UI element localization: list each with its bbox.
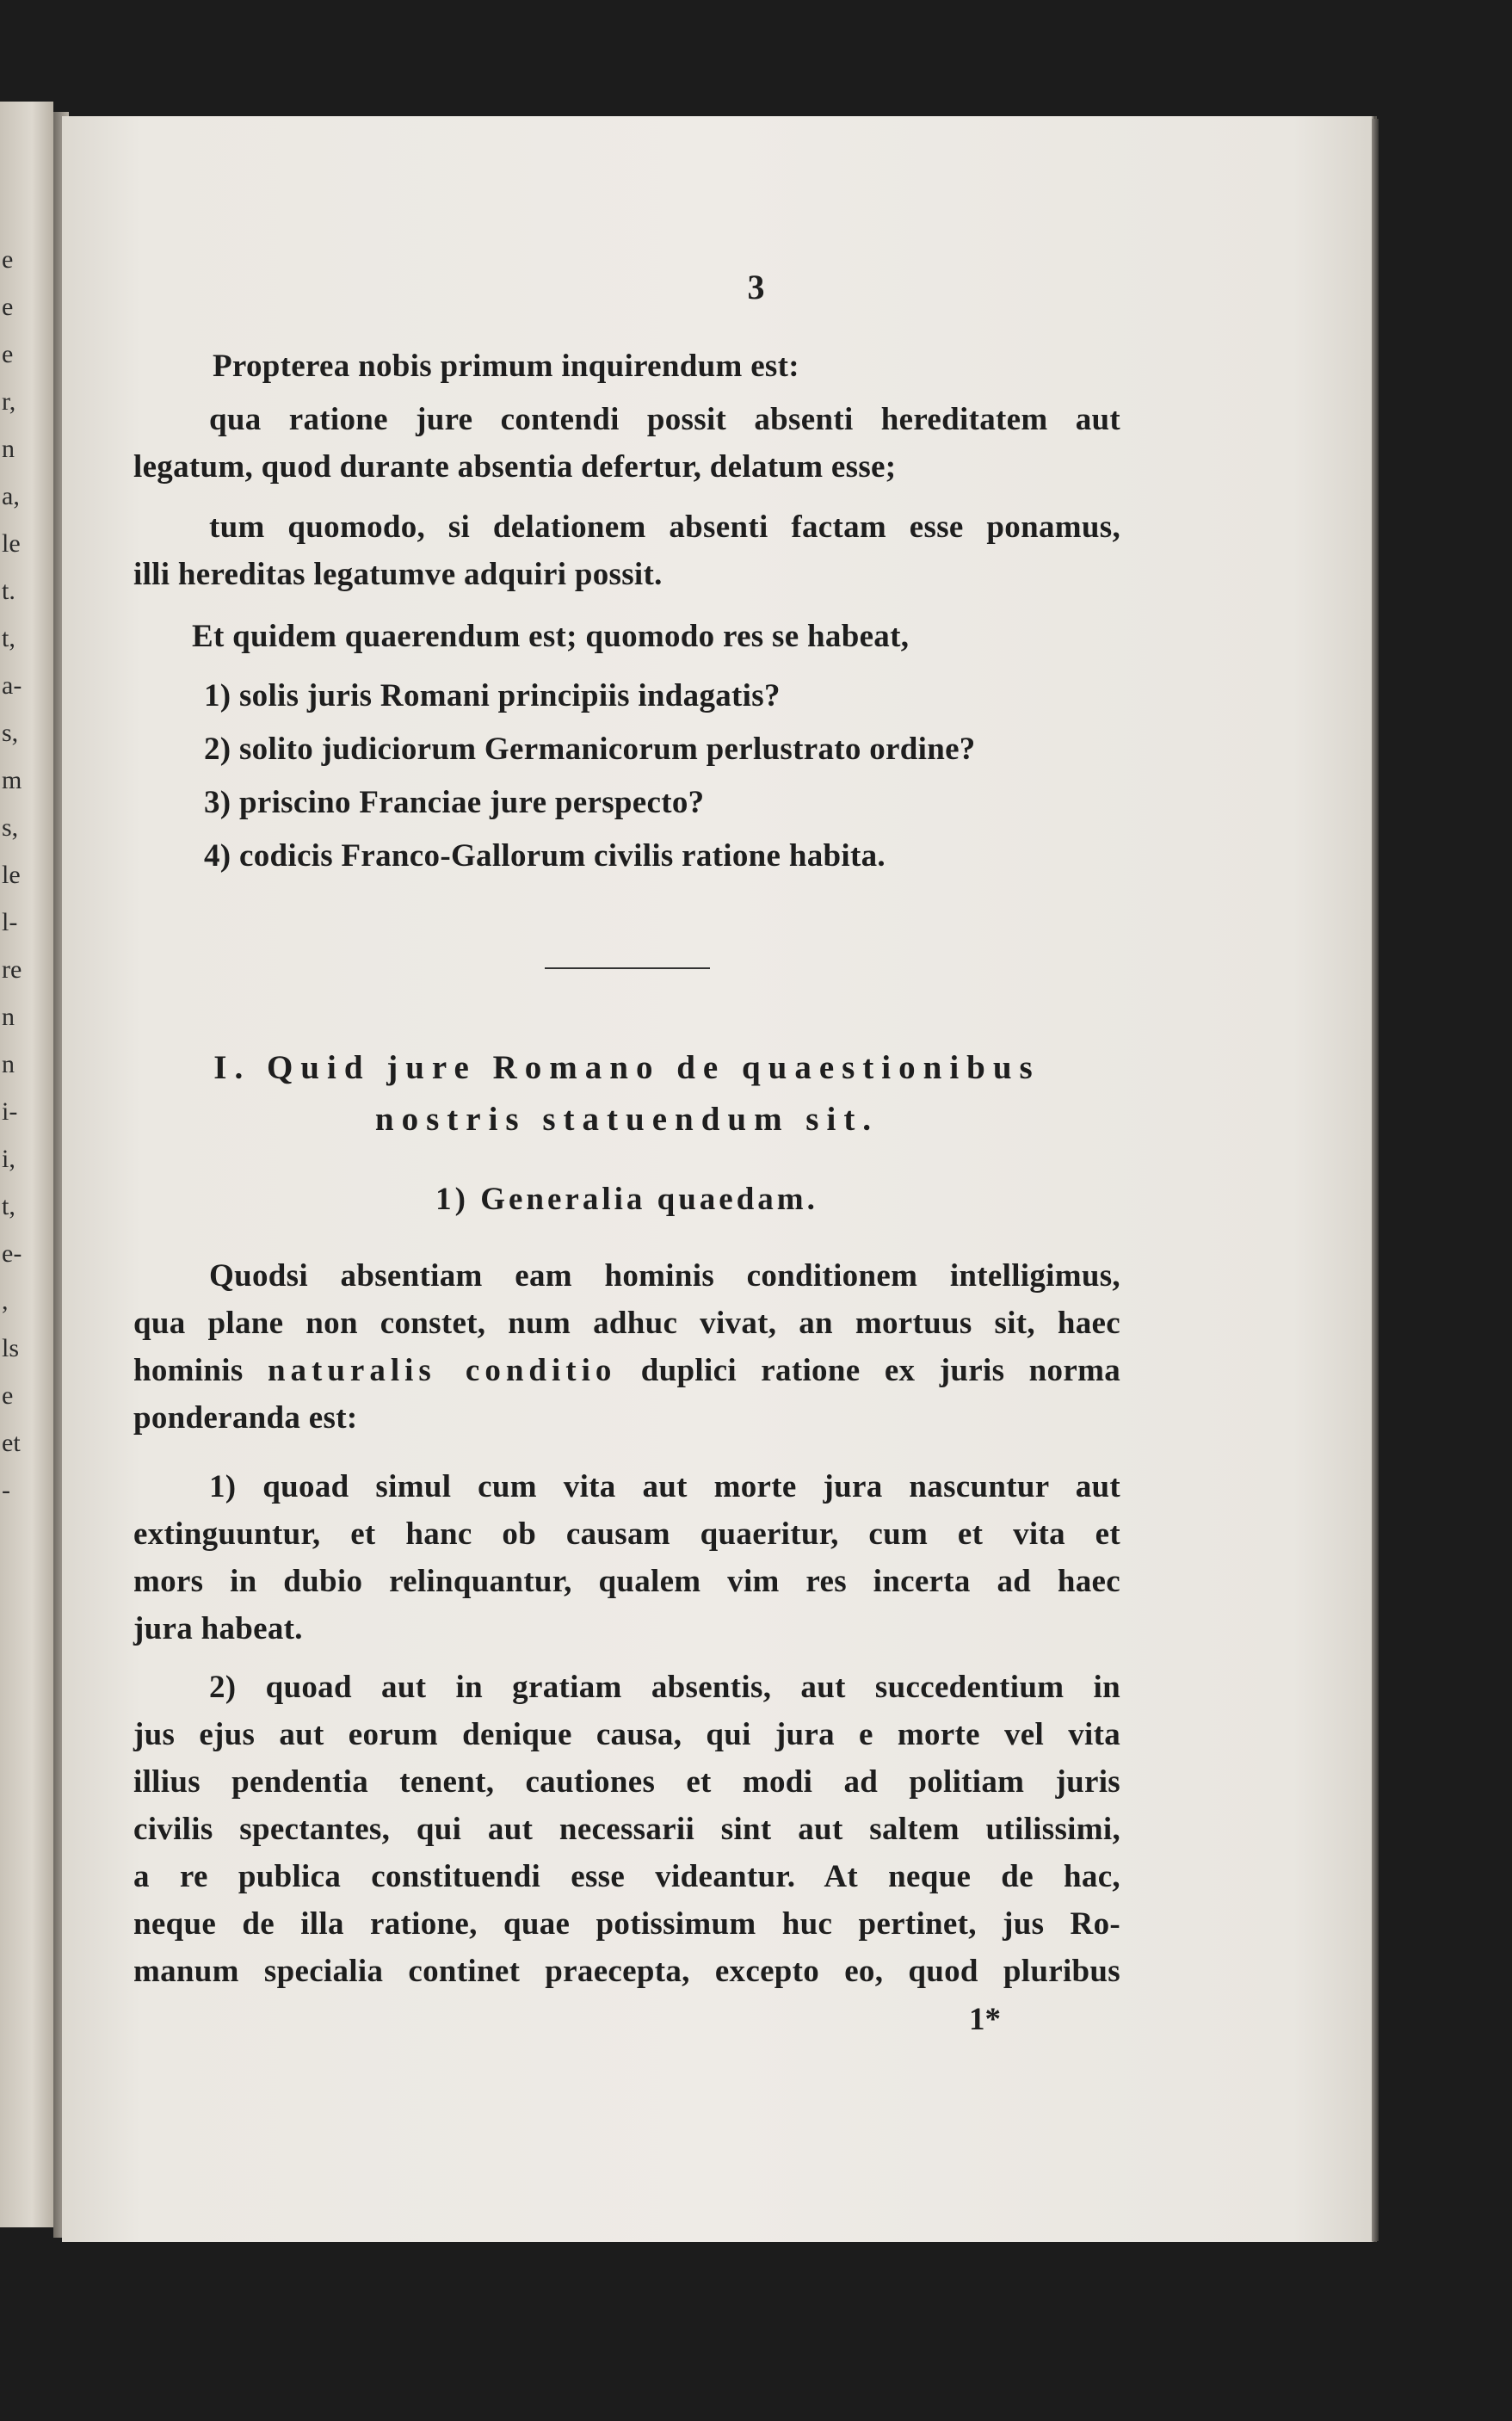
left-page-fragment: - — [2, 1476, 10, 1504]
left-page-fragment: s, — [2, 813, 19, 842]
para1-line-1: Quodsi absentiam eam hominis conditionem intelligimus, — [209, 1258, 1120, 1294]
adjacent-left-page — [0, 102, 53, 2227]
emphasized-term: naturalis conditio — [267, 1353, 617, 1388]
para2-line: 1) quoad simul cum vita aut morte jura nascuntur aut — [209, 1469, 1120, 1504]
intro-text: Propterea nobis primum inquirendum est: — [213, 349, 799, 384]
para3-line: neque de illa ratione, quae potissimum huc pertinet, jus Ro- — [133, 1906, 1120, 1942]
left-page-fragment: i- — [2, 1097, 18, 1126]
left-page-fragment: l- — [2, 908, 18, 936]
left-page-fragment: s, — [2, 719, 19, 747]
et-quidem-line — [133, 613, 1120, 660]
left-page-fragment: t, — [2, 1192, 15, 1220]
intro-line — [133, 343, 1120, 390]
left-page-fragment: m — [2, 766, 22, 794]
left-page-fragment: e — [2, 1381, 14, 1410]
left-page-fragment: a, — [2, 482, 20, 510]
left-page-fragment: le — [2, 861, 21, 889]
left-page-fragment: i, — [2, 1145, 15, 1173]
list-item: 2) solito judiciorum Germanicorum perlustrato ordine? — [204, 732, 976, 767]
para3-line: illius pendentia tenent, cautiones et modi ad politiam juris — [133, 1764, 1120, 1800]
questions-list — [133, 670, 1120, 883]
question-2 — [133, 503, 1120, 598]
list-item: 1) solis juris Romani principiis indagatis? — [204, 678, 781, 713]
para1-line-3 — [133, 1347, 1120, 1394]
left-page-fragment: n — [2, 435, 15, 463]
left-page-fragment: et — [2, 1429, 21, 1457]
left-page-fragment: re — [2, 955, 22, 984]
left-page-fragment: t. — [2, 577, 15, 605]
left-page-fragment: n — [2, 1050, 15, 1078]
para1-line-2: qua plane non constet, num adhuc vivat, an mortuus sit, haec — [133, 1306, 1120, 1341]
paragraph-1 — [133, 1252, 1120, 1442]
question-1 — [133, 396, 1120, 491]
section-heading-line-2: nostris statuendum sit. — [374, 1101, 879, 1138]
left-page-fragment: e — [2, 340, 14, 368]
para3-line: civilis spectantes, qui aut necessarii sint aut saltem utilissimi, — [133, 1812, 1120, 1847]
list-item: 4) codicis Franco-Gallorum civilis ratione habita. — [204, 838, 886, 874]
page-right-edge — [1372, 119, 1379, 2241]
para1-line-3-end: duplici ratione ex juris norma — [616, 1353, 1120, 1388]
section-divider — [545, 967, 710, 969]
left-page-fragment: le — [2, 529, 21, 558]
q2-line-2: illi hereditas legatumve adquiri possit. — [133, 557, 663, 592]
left-page-fragment: e- — [2, 1239, 22, 1268]
para3-line: a re publica constituendi esse videantur. At neque de hac, — [133, 1859, 1120, 1894]
q1-line-1: qua ratione jure contendi possit absenti hereditatem aut — [209, 402, 1120, 437]
q2-line-1: tum quomodo, si delationem absenti factam esse ponamus, — [209, 510, 1120, 545]
para3-line: 2) quoad aut in gratiam absentis, aut succedentium in — [209, 1670, 1120, 1705]
left-page-fragment: ls — [2, 1334, 20, 1362]
et-quidem-text: Et quidem quaerendum est; quomodo res se habeat, — [192, 619, 910, 654]
list-item: 3) priscino Franciae jure perspecto? — [204, 785, 705, 820]
left-page-fragment: a- — [2, 671, 22, 700]
left-page-fragment: r, — [2, 387, 16, 416]
left-page-fragment: , — [2, 1287, 9, 1315]
signature-mark: 1* — [969, 2002, 1001, 2037]
section-heading-line-1: I. Quid jure Romano de quaestionibus — [213, 1049, 1040, 1086]
q1-line-2: legatum, quod durante absentia defertur, delatum esse; — [133, 449, 897, 485]
paragraph-2 — [133, 1463, 1120, 1652]
para1-line-3-start: hominis — [133, 1353, 268, 1388]
subsection-heading: 1) Generalia quaedam. — [435, 1182, 818, 1217]
paragraph-3 — [133, 1664, 1120, 1995]
left-page-fragment: e — [2, 245, 14, 274]
page-number: 3 — [747, 268, 765, 306]
para2-line: mors in dubio relinquantur, qualem vim res incerta ad haec — [133, 1564, 1120, 1599]
para3-line: manum specialia continet praecepta, excepto eo, quod pluribus — [133, 1954, 1120, 1989]
para3-line: jus ejus aut eorum denique causa, qui jura e morte vel vita — [133, 1717, 1120, 1752]
para1-line-4: ponderanda est: — [133, 1400, 358, 1436]
para2-line: jura habeat. — [133, 1611, 303, 1646]
left-page-fragment: n — [2, 1003, 15, 1031]
para2-line: extinguuntur, et hanc ob causam quaeritur, cum et vita et — [133, 1516, 1120, 1552]
left-page-fragment: t, — [2, 624, 15, 652]
left-page-fragment: e — [2, 293, 14, 321]
